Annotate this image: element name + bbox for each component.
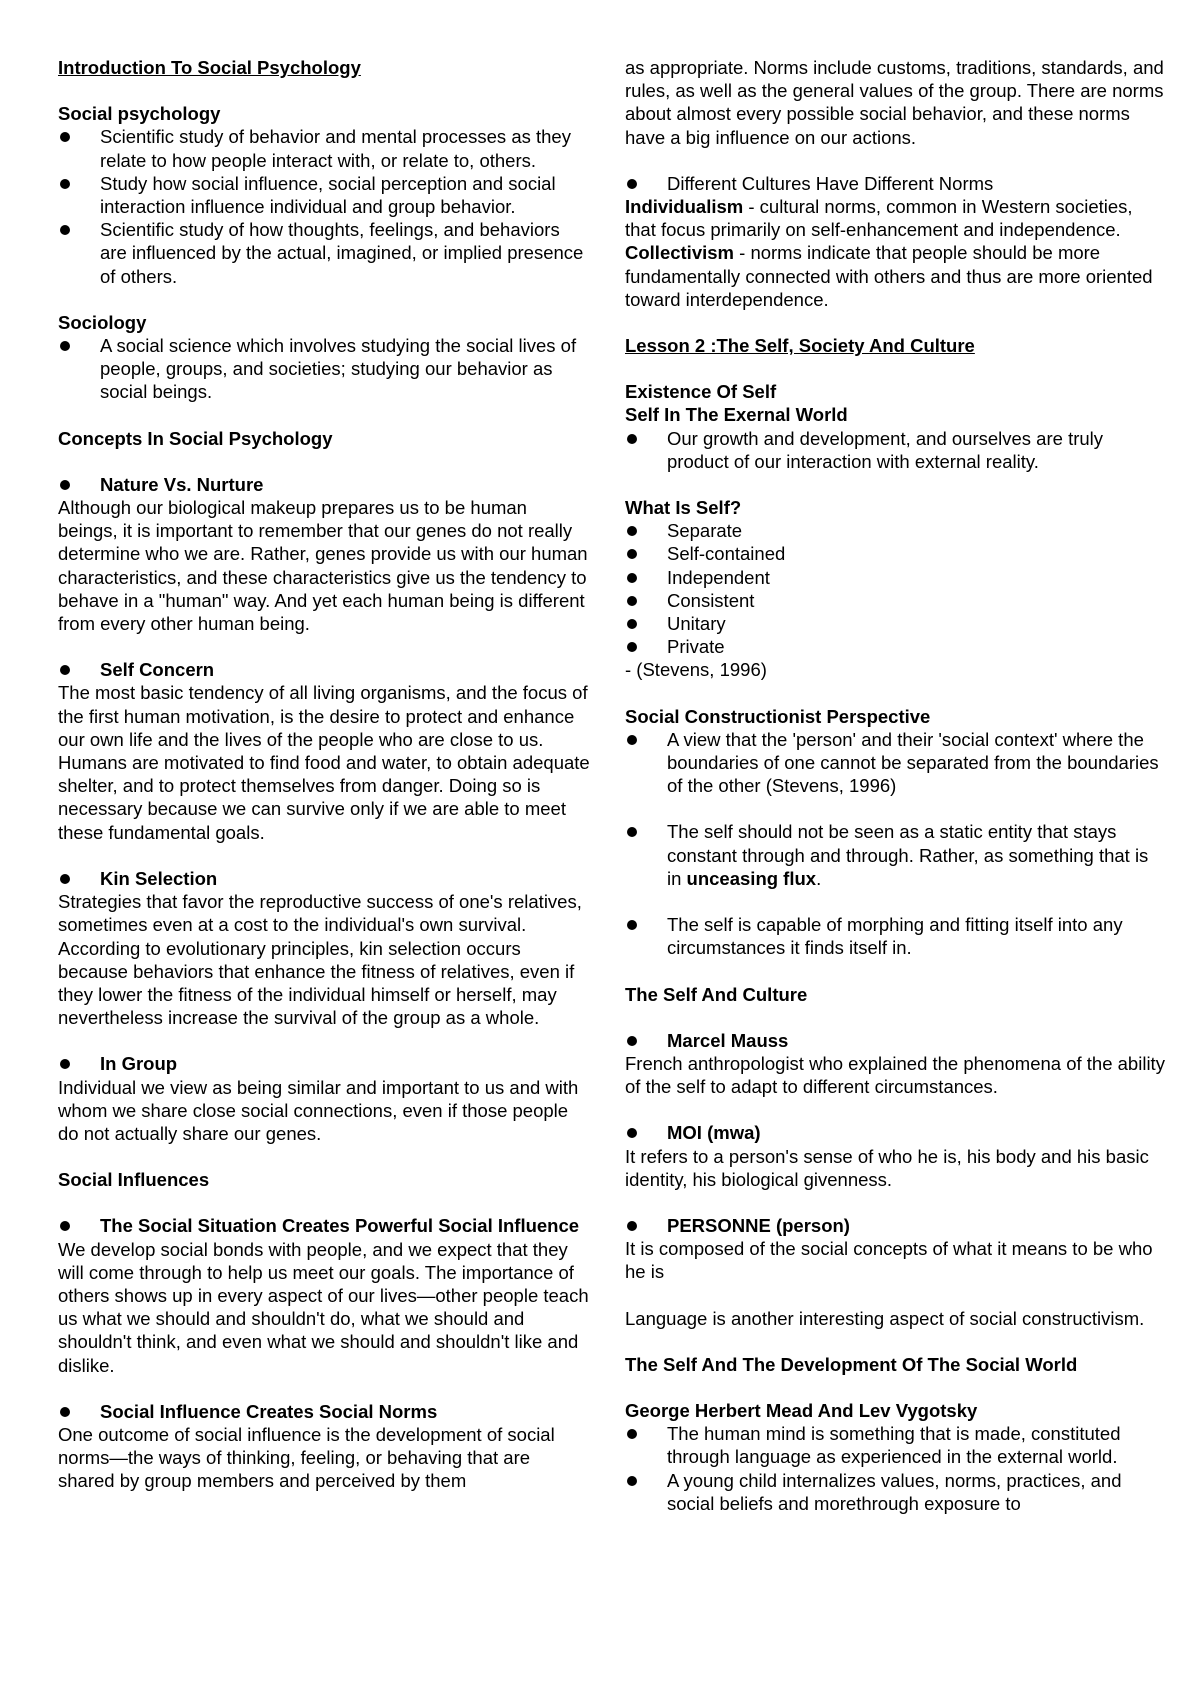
bullet-icon <box>60 132 70 142</box>
what-is-self-heading: What Is Self? <box>625 497 742 519</box>
kin-selection-text: Strategies that favor the reproductive success of one's relatives, sometimes even at a cost to the individual's own survival. According to evolutionary principles, kin selection occurs because behaviors that enhance the fitness of relatives, even if they lower the fitness of the individual himself or herself, may nevertheless increase the survival of the group as a whole. <box>58 891 582 1029</box>
social-influences-heading: Social Influences <box>58 1169 210 1191</box>
bullet-icon <box>60 665 70 675</box>
bullet-icon <box>60 1407 70 1417</box>
bullet-icon <box>627 619 637 629</box>
list-item: The self should not be seen as a static entity that stays constant through and through. Rather, as something that is in unceasing flux. <box>625 820 1165 890</box>
list-item: Independent <box>625 566 1165 589</box>
citation: - (Stevens, 1996) <box>625 659 767 681</box>
lesson-2-title: Lesson 2 :The Self, Society And Culture <box>625 335 975 357</box>
bullet-icon <box>627 596 637 606</box>
bullet-icon <box>627 573 637 583</box>
list-item: A young child internalizes values, norms, practices, and social beliefs and morethrough exposure to <box>625 1469 1165 1515</box>
list-item: The human mind is something that is made, constituted through language as experienced in the external world. <box>625 1422 1165 1468</box>
bullet-icon <box>60 179 70 189</box>
bullet-icon <box>627 1476 637 1486</box>
list-item: Unitary <box>625 612 1165 635</box>
bullet-icon <box>627 179 637 189</box>
left-column <box>58 56 590 1493</box>
constructionist-list <box>625 728 1165 960</box>
bullet-icon <box>60 1059 70 1069</box>
concepts-heading: Concepts In Social Psychology <box>58 427 333 449</box>
bullet-icon <box>627 526 637 536</box>
bullet-icon <box>627 735 637 745</box>
cultures-norms-item: Different Cultures Have Different Norms <box>625 172 1165 195</box>
list-item: Separate <box>625 519 1165 542</box>
in-group-heading: In Group <box>58 1052 590 1075</box>
bullet-icon <box>627 1429 637 1439</box>
personne-heading: PERSONNE (person) <box>625 1214 1165 1237</box>
collectivism-term: Collectivism <box>625 242 734 264</box>
social-psychology-list <box>58 125 590 287</box>
bullet-icon <box>60 480 70 490</box>
self-and-culture-heading: The Self And Culture <box>625 983 808 1005</box>
kin-selection-heading: Kin Selection <box>58 867 590 890</box>
bullet-icon <box>627 1036 637 1046</box>
bullet-icon <box>627 1221 637 1231</box>
social-norms-text: One outcome of social influence is the development of social norms—the ways of thinking, feeling, or behaving that are shared by group members and perceived by them <box>58 1423 555 1492</box>
bullet-icon <box>60 1221 70 1231</box>
existence-of-self-heading: Existence Of Self <box>625 381 777 403</box>
external-world-list <box>625 427 1165 473</box>
individualism-term: Individualism <box>625 196 744 218</box>
bullet-icon <box>627 920 637 930</box>
bullet-icon <box>627 549 637 559</box>
nature-nurture-heading: Nature Vs. Nurture <box>58 473 590 496</box>
in-group-text: Individual we view as being similar and important to us and with whom we share close social connections, even if those people do not actually share our genes. <box>58 1076 579 1144</box>
bullet-icon <box>627 642 637 652</box>
language-text: Language is another interesting aspect of social constructivism. <box>625 1307 1145 1329</box>
list-item: Study how social influence, social perception and social interaction influence individual and group behavior. <box>58 172 590 218</box>
personne-text: It is composed of the social concepts of what it means to be who he is <box>625 1238 1153 1283</box>
individualism-definition: Individualism - cultural norms, common in Western societies, that focus primarily on self-enhancement and independence. <box>625 196 1133 241</box>
list-item: Private <box>625 635 1165 658</box>
self-external-world-heading: Self In The Exernal World <box>625 404 848 426</box>
sociology-heading: Sociology <box>58 311 147 333</box>
list-item: Scientific study of behavior and mental processes as they relate to how people interact with, or relate to, others. <box>58 125 590 171</box>
bullet-icon <box>627 1128 637 1138</box>
marcel-mauss-text: French anthropologist who explained the phenomena of the ability of the self to adapt to different circumstances. <box>625 1052 1165 1098</box>
bullet-icon <box>627 827 637 837</box>
bullet-icon <box>60 874 70 884</box>
list-item: A view that the 'person' and their 'social context' where the boundaries of one cannot be separated from the boundaries of the other (Stevens, 1996) <box>625 728 1165 798</box>
sociology-list <box>58 334 590 404</box>
unceasing-flux-term: unceasing flux <box>686 867 817 889</box>
social-psychology-heading: Social psychology <box>58 103 221 125</box>
norms-continued-text: as appropriate. Norms include customs, traditions, standards, and rules, as well as the general values of the group. There are norms about almost every possible social behavior, and these norms have a big influence on our actions. <box>625 57 1164 148</box>
marcel-mauss-heading: Marcel Mauss <box>625 1029 1165 1052</box>
development-heading: The Self And The Development Of The Social World <box>625 1353 1078 1375</box>
list-item: The self is capable of morphing and fitting itself into any circumstances it finds itself in. <box>625 913 1165 959</box>
list-item: Consistent <box>625 589 1165 612</box>
list-item: Scientific study of how thoughts, feelings, and behaviors are influenced by the actual, imagined, or implied presence of others. <box>58 218 590 288</box>
right-column <box>625 56 1165 1515</box>
social-situation-heading: The Social Situation Creates Powerful Social Influence <box>58 1214 590 1237</box>
bullet-icon <box>60 225 70 235</box>
nature-nurture-text: Although our biological makeup prepares us to be human beings, it is important to remember that our genes do not really determine who we are. Rather, genes provide us with our human characteristics, and these characteristics give us the tendency to behave in a "human" way. And yet each human being is different from every other human being. <box>58 497 588 635</box>
document-title: Introduction To Social Psychology <box>58 57 361 78</box>
constructionist-heading: Social Constructionist Perspective <box>625 705 931 727</box>
social-situation-text: We develop social bonds with people, and we expect that they will come through to help us meet our goals. The importance of others shows up in every aspect of our lives—other people teach us what we should and shouldn't do, what we should and shouldn't think, and even what we should and shouldn't like and dislike. <box>58 1238 589 1376</box>
mead-vygotsky-heading: George Herbert Mead And Lev Vygotsky <box>625 1399 978 1421</box>
collectivism-definition: Collectivism - norms indicate that people should be more fundamentally connected with others and thus are more oriented toward interdependence. <box>625 242 1153 310</box>
self-concern-text: The most basic tendency of all living organisms, and the focus of the first human motivation, is the desire to protect and enhance our own life and the lives of the people who are close to us. Humans are motivated to find food and water, to obtain adequate shelter, and to protect themselves from danger. Doing so is necessary because we can survive only if we are able to meet these fundamental goals. <box>58 682 590 843</box>
moi-heading: MOI (mwa) <box>625 1121 1165 1144</box>
list-item: Our growth and development, and ourselves are truly product of our interaction with external reality. <box>625 427 1165 473</box>
list-item: Self-contained <box>625 542 1165 565</box>
self-concern-heading: Self Concern <box>58 658 590 681</box>
social-norms-heading: Social Influence Creates Social Norms <box>58 1400 590 1423</box>
bullet-icon <box>627 434 637 444</box>
bullet-icon <box>60 341 70 351</box>
moi-text: It refers to a person's sense of who he is, his body and his basic identity, his biological givenness. <box>625 1145 1149 1190</box>
development-list <box>625 1422 1165 1515</box>
list-item: A social science which involves studying the social lives of people, groups, and societies; studying our behavior as social beings. <box>58 334 590 404</box>
what-is-self-list <box>625 519 1165 658</box>
